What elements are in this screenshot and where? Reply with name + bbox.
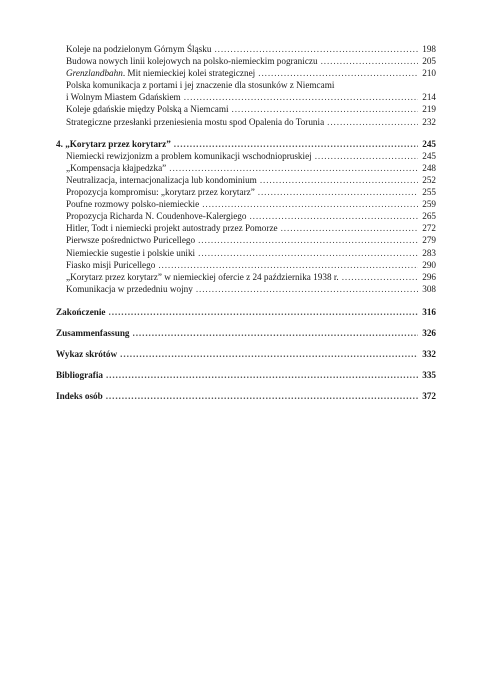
dot-leader bbox=[184, 91, 419, 103]
toc-section-page: 372 bbox=[422, 391, 436, 402]
dot-leader bbox=[174, 138, 418, 150]
toc-entry bbox=[56, 67, 436, 79]
toc-entry-page: 252 bbox=[422, 174, 436, 185]
dot-leader bbox=[196, 283, 418, 295]
toc-chapter bbox=[56, 138, 436, 150]
toc-entry-title: Koleje na podzielonym Górnym Śląsku bbox=[66, 44, 212, 54]
toc-entry-title: Budowa nowych linii kolejowych na polsko-niemieckim pograniczu bbox=[66, 56, 318, 67]
toc-entry bbox=[56, 103, 436, 115]
toc-entry-title: „Korytarz przez korytarz” w niemieckiej ofercie z 24 października 1938 r. bbox=[66, 271, 339, 282]
toc-entry-title: Fiasko misji Puricellego bbox=[66, 259, 156, 270]
toc-entry-page: 265 bbox=[422, 211, 436, 222]
dot-leader bbox=[198, 247, 418, 259]
toc-entry bbox=[56, 150, 436, 162]
toc-section bbox=[56, 327, 436, 339]
toc-section-page: 335 bbox=[422, 370, 436, 381]
dot-leader bbox=[133, 327, 419, 339]
dot-leader bbox=[260, 174, 418, 186]
toc-entry-title: Propozycja Richarda N. Coudenhove-Kalergiego bbox=[66, 211, 247, 222]
toc-entry-title-first-line: Polska komunikacja z portami i jej znaczenie dla stosunków z Niemcami bbox=[66, 80, 335, 91]
toc-entry-page: 279 bbox=[422, 235, 436, 246]
toc-entry bbox=[56, 210, 436, 222]
toc-section bbox=[56, 306, 436, 318]
dot-leader bbox=[281, 222, 419, 234]
toc-entry-title-wrap bbox=[66, 67, 255, 79]
dot-leader bbox=[106, 369, 418, 381]
toc-entry bbox=[56, 271, 436, 283]
toc-section-title: Zusammenfassung bbox=[56, 327, 130, 338]
toc-entry-title: Komunikacja w przededniu wojny bbox=[66, 283, 193, 294]
toc-entry bbox=[56, 247, 436, 259]
dot-leader bbox=[120, 348, 418, 360]
dot-leader bbox=[258, 186, 418, 198]
toc-entry-page: 205 bbox=[422, 56, 436, 67]
toc-entry-page: 210 bbox=[422, 68, 436, 79]
toc-entry-title: Pierwsze pośrednictwo Puricellego bbox=[66, 235, 196, 246]
toc-entry bbox=[56, 55, 436, 67]
toc-entry-title: Niemiecki rewizjonizm a problem komunikacji wschodniopruskiej bbox=[66, 150, 312, 161]
toc-entry-page: 255 bbox=[422, 187, 436, 198]
toc-entry-title: Neutralizacja, internacjonalizacja lub kondominium bbox=[66, 174, 257, 185]
toc-entry bbox=[56, 283, 436, 295]
toc-entry-page: 198 bbox=[422, 44, 436, 54]
dot-leader bbox=[169, 162, 418, 174]
dot-leader bbox=[249, 210, 418, 222]
toc-section bbox=[56, 390, 436, 402]
dot-leader bbox=[158, 259, 418, 271]
toc-entry-page: 290 bbox=[422, 259, 436, 270]
toc-entry bbox=[56, 174, 436, 186]
toc-entry-page: 219 bbox=[422, 104, 436, 115]
toc-chapter-page: 245 bbox=[422, 138, 436, 149]
toc-section bbox=[56, 348, 436, 360]
toc-entry-title: Hitler, Todt i niemiecki projekt autostrady przez Pomorze bbox=[66, 223, 278, 234]
dot-leader bbox=[198, 234, 418, 246]
dot-leader bbox=[258, 67, 418, 79]
toc-chapter-title: 4. „Korytarz przez korytarz” bbox=[56, 138, 171, 149]
toc-entry-title-italic: Grenzlandbahn bbox=[66, 68, 123, 79]
toc-entry-page: 248 bbox=[422, 162, 436, 173]
toc-entry-title: Niemieckie sugestie i polskie uniki bbox=[66, 247, 196, 258]
table-of-contents bbox=[56, 43, 436, 402]
toc-entry-page: 214 bbox=[422, 92, 436, 103]
dot-leader bbox=[214, 43, 418, 55]
toc-entry bbox=[56, 198, 436, 210]
dot-leader bbox=[202, 198, 418, 210]
toc-section-title: Wykaz skrótów bbox=[56, 349, 118, 360]
dot-leader bbox=[109, 306, 419, 318]
toc-entry bbox=[56, 259, 436, 271]
toc-entry-title: Propozycja kompromisu: „korytarz przez korytarz” bbox=[66, 187, 255, 198]
toc-entry-title: i Wolnym Miastem Gdańskiem bbox=[66, 92, 181, 103]
dot-leader bbox=[106, 390, 418, 402]
toc-section bbox=[56, 369, 436, 381]
toc-entry bbox=[56, 186, 436, 198]
toc-entry-title: Koleje gdańskie między Polską a Niemcami bbox=[66, 104, 229, 115]
toc-section-page: 326 bbox=[422, 327, 436, 338]
dot-leader bbox=[232, 103, 419, 115]
toc-entry bbox=[56, 43, 436, 55]
toc-entry-page: 296 bbox=[422, 271, 436, 282]
dot-leader bbox=[342, 271, 419, 283]
toc-section-page: 316 bbox=[422, 306, 436, 317]
toc-entry bbox=[56, 234, 436, 246]
toc-entry-page: 259 bbox=[422, 199, 436, 210]
dot-leader bbox=[327, 116, 418, 128]
toc-entry-title: Strategiczne przesłanki przeniesienia mostu spod Opalenia do Torunia bbox=[66, 116, 325, 127]
toc-entry bbox=[56, 162, 436, 174]
toc-entry-title: „Kompensacja kłajpedzka” bbox=[66, 162, 167, 173]
dot-leader bbox=[321, 55, 419, 67]
dot-leader bbox=[315, 150, 419, 162]
toc-entry-title: . Mit niemieckiej kolei strategicznej bbox=[122, 68, 256, 79]
toc-entry bbox=[56, 79, 436, 103]
toc-section-title: Zakończenie bbox=[56, 306, 106, 317]
toc-entry bbox=[56, 116, 436, 128]
toc-section-title: Indeks osób bbox=[56, 391, 103, 402]
toc-entry-page: 232 bbox=[422, 116, 436, 127]
toc-section-title: Bibliografia bbox=[56, 370, 103, 381]
toc-section-page: 332 bbox=[422, 349, 436, 360]
toc-entry-page: 308 bbox=[422, 283, 436, 294]
toc-entry-title: Poufne rozmowy polsko-niemieckie bbox=[66, 199, 200, 210]
toc-entry bbox=[56, 222, 436, 234]
toc-entry-page: 245 bbox=[422, 150, 436, 161]
toc-entry-page: 272 bbox=[422, 223, 436, 234]
toc-entry-page: 283 bbox=[422, 247, 436, 258]
